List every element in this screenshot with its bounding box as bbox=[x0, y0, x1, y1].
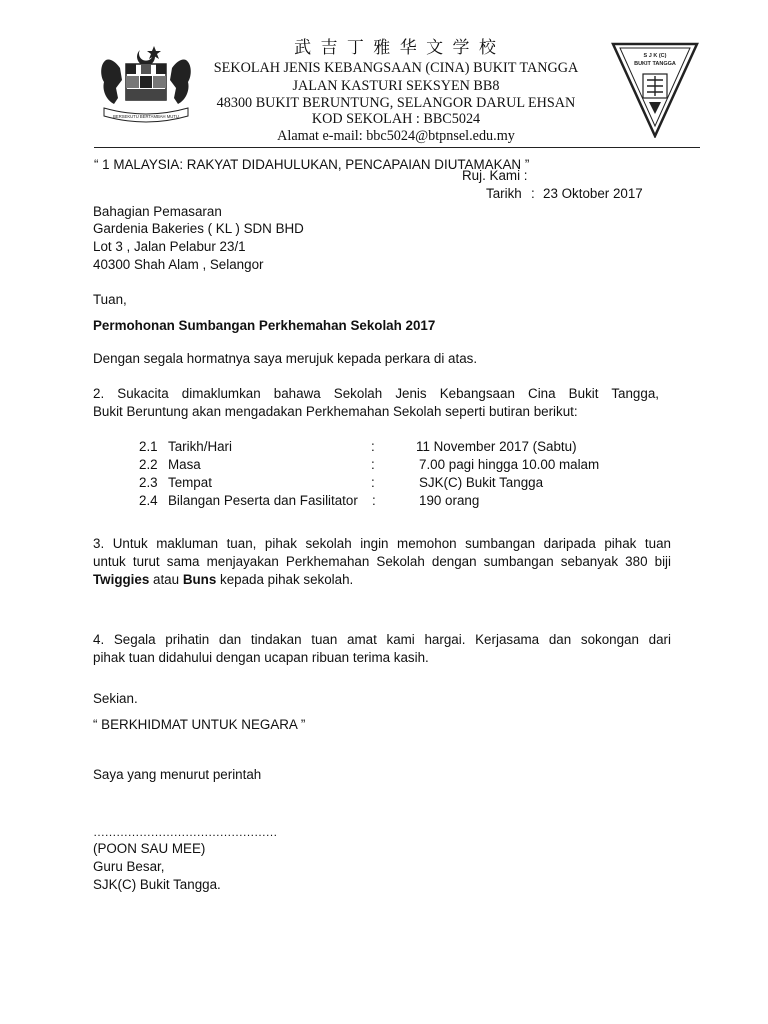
detail-num: 2.3 bbox=[139, 475, 158, 490]
school-crest-logo bbox=[611, 40, 699, 138]
paragraph-4-line-2: pihak tuan didahului dengan ucapan ribuan terima kasih. bbox=[93, 650, 429, 665]
detail-separator: : bbox=[372, 493, 376, 508]
detail-row bbox=[0, 493, 768, 511]
signatory-name: (POON SAU MEE) bbox=[93, 841, 206, 856]
date-label: Tarikh bbox=[486, 186, 522, 201]
letterhead-divider bbox=[94, 147, 700, 148]
recipient-line: 40300 Shah Alam , Selangor bbox=[93, 257, 264, 272]
subject-line: Permohonan Sumbangan Perkhemahan Sekolah 2017 bbox=[93, 318, 436, 333]
motto: “ BERKHIDMAT UNTUK NEGARA ” bbox=[93, 717, 306, 732]
product-twiggies: Twiggies bbox=[93, 572, 150, 587]
paragraph-3-line-1: 3. Untuk makluman tuan, pihak sekolah ingin memohon sumbangan daripada pihak tuan bbox=[93, 536, 671, 551]
detail-value: 11 November 2017 (Sabtu) bbox=[416, 439, 577, 454]
sign-off: Saya yang menurut perintah bbox=[93, 767, 262, 782]
detail-row bbox=[0, 439, 768, 457]
recipient-line: Gardenia Bakeries ( KL ) SDN BHD bbox=[93, 221, 304, 236]
school-city: 48300 BUKIT BERUNTUNG, SELANGOR DARUL EHSAN bbox=[216, 95, 576, 111]
detail-label: Tarikh/Hari bbox=[168, 439, 232, 454]
signature-line: ………………………………………… bbox=[93, 825, 277, 839]
detail-label: Bilangan Peserta dan Fasilitator bbox=[168, 493, 358, 508]
coat-of-arms-logo bbox=[96, 42, 196, 126]
school-code: KOD SEKOLAH : BBC5024 bbox=[311, 111, 481, 127]
paragraph-1: Dengan segala hormatnya saya merujuk kepada perkara di atas. bbox=[93, 351, 478, 366]
school-email: Alamat e-mail: bbc5024@btpnsel.edu.my bbox=[277, 128, 515, 144]
paragraph-4-line-1: 4. Segala prihatin dan tindakan tuan amat kami hargai. Kerjasama dan sokongan dari bbox=[93, 632, 671, 647]
paragraph-3-line-2: untuk turut sama menjayakan Perkhemahan Sekolah dengan sumbangan sebanyak 380 biji bbox=[93, 554, 671, 569]
recipient-line: Bahagian Pemasaran bbox=[93, 204, 222, 219]
product-buns: Buns bbox=[182, 572, 217, 587]
detail-num: 2.4 bbox=[139, 493, 158, 508]
school-street: JALAN KASTURI SEKSYEN BB8 bbox=[292, 78, 500, 94]
paragraph-2-line-1: 2. Sukacita dimaklumkan bahawa Sekolah Jenis Kebangsaan Cina Bukit Tangga, bbox=[93, 386, 659, 401]
coat-of-arms-motto: BERSEKUTU BERTAMBAH MUTU bbox=[113, 114, 179, 119]
crest-text-name: BUKIT TANGGA bbox=[634, 61, 676, 67]
date-value: 23 Oktober 2017 bbox=[543, 186, 643, 201]
detail-row bbox=[0, 475, 768, 493]
detail-num: 2.2 bbox=[139, 457, 158, 472]
detail-separator: : bbox=[371, 457, 375, 472]
detail-value: SJK(C) Bukit Tangga bbox=[419, 475, 544, 490]
school-name: SEKOLAH JENIS KEBANGSAAN (CINA) BUKIT TANGGA bbox=[213, 60, 579, 76]
closing: Sekian. bbox=[93, 691, 138, 706]
paragraph-3-line-3 bbox=[93, 571, 353, 589]
date-separator: : bbox=[531, 186, 535, 201]
salutation: Tuan, bbox=[93, 292, 127, 307]
slogan: “ 1 MALAYSIA: RAKYAT DIDAHULUKAN, PENCAPAIAN DIUTAMAKAN ” bbox=[94, 157, 530, 172]
reference-label: Ruj. Kami : bbox=[462, 168, 528, 183]
detail-label: Masa bbox=[168, 457, 201, 472]
detail-row bbox=[0, 457, 768, 475]
chinese-school-name: 武 吉 丁 雅 华 文 学 校 bbox=[294, 38, 498, 58]
detail-value: 190 orang bbox=[419, 493, 480, 508]
recipient-line: Lot 3 , Jalan Pelabur 23/1 bbox=[93, 239, 246, 254]
detail-separator: : bbox=[371, 475, 375, 490]
detail-label: Tempat bbox=[168, 475, 212, 490]
detail-value: 7.00 pagi hingga 10.00 malam bbox=[419, 457, 600, 472]
paragraph-3-ending: kepada pihak sekolah. bbox=[216, 572, 354, 587]
signatory-school: SJK(C) Bukit Tangga. bbox=[93, 877, 221, 892]
paragraph-3-conjunction: atau bbox=[149, 572, 183, 587]
detail-num: 2.1 bbox=[139, 439, 158, 454]
crest-text-top: S J K (C) bbox=[643, 53, 667, 59]
paragraph-2-line-2: Bukit Beruntung akan mengadakan Perkhemahan Sekolah seperti butiran berikut: bbox=[93, 404, 578, 419]
signatory-title: Guru Besar, bbox=[93, 859, 165, 874]
detail-separator: : bbox=[371, 439, 375, 454]
